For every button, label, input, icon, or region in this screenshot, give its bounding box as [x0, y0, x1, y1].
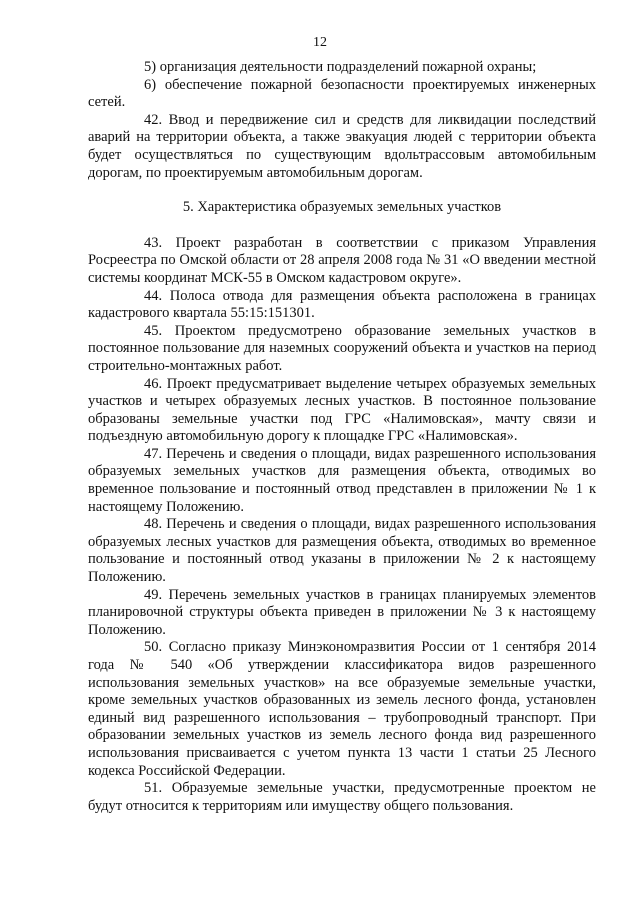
page-number: 12 [313, 35, 327, 50]
paragraph-44: 44. Полоса отвода для размещения объекта расположена в границах кадастрового квартала 55:15:151301. [88, 287, 596, 322]
paragraph-46: 46. Проект предусматривает выделение четырех образуемых земельных участков и четырех образуемых лесных участков. В постоянное пользование образованы земельные участки под ГРС «Налимовская», мачту связи и подъездную автомобильную дорогу к площадке ГРС «Налимовская». [88, 375, 596, 445]
paragraph-42: 42. Ввод и передвижение сил и средств для ликвидации последствий аварий на территории объекта, а также эвакуация людей с территории объекта будет осуществляться по существующим вдольтрассовым автомобильным дорогам, по проектируемым автомобильным дорогам. [88, 111, 596, 181]
section-heading: 5. Характеристика образуемых земельных участков [182, 199, 502, 216]
paragraph-43: 43. Проект разработан в соответствии с приказом Управления Росреестра по Омской области от 28 апреля 2008 года № 31 «О введении местной системы координат МСК-55 в Омском кадастровом округе». [88, 234, 596, 286]
paragraph-48: 48. Перечень и сведения о площади, видах разрешенного использования образуемых лесных участков для размещения объекта, отводимых во временное пользование и постоянный отвод указаны в приложении № 2 к настоящему Положению. [88, 516, 596, 586]
document-body [88, 59, 596, 815]
list-item-5: 5) организация деятельности подразделений пожарной охраны; [144, 59, 537, 75]
paragraph-51: 51. Образуемые земельные участки, предусмотренные проектом не будут относится к территориям или имуществу общего пользования. [88, 780, 596, 814]
paragraph-49: 49. Перечень земельных участков в границах планируемых элементов планировочной структуры объекта приведен в приложении № 3 к настоящему Положению. [88, 586, 596, 638]
paragraph-50: 50. Согласно приказу Минэкономразвития России от 1 сентября 2014 года № 540 «Об утверждении классификатора видов разрешенного использования земельных участков» на все образуемые земельные участки, кроме земельных участков образованных из земель лесного фонда, установлен единый вид разрешенного использования – трубопроводный транспорт. При образовании земельных участков из земель лесного фонда вид разрешенного использования присваивается с учетом пункта 13 части 1 статьи 25 Лесного кодекса Российской Федерации. [88, 639, 596, 779]
paragraph-45: 45. Проектом предусмотрено образование земельных участков в постоянное пользование для наземных сооружений объекта и участков на период строительно-монтажных работ. [88, 322, 596, 374]
list-item-6: 6) обеспечение пожарной безопасности проектируемых инженерных сетей. [88, 76, 596, 111]
paragraph-47: 47. Перечень и сведения о площади, видах разрешенного использования образуемых земельных участков для размещения объекта, отводимых во временное пользование и постоянный отвод представлен в приложении № 1 к настоящему Положению. [88, 445, 596, 515]
